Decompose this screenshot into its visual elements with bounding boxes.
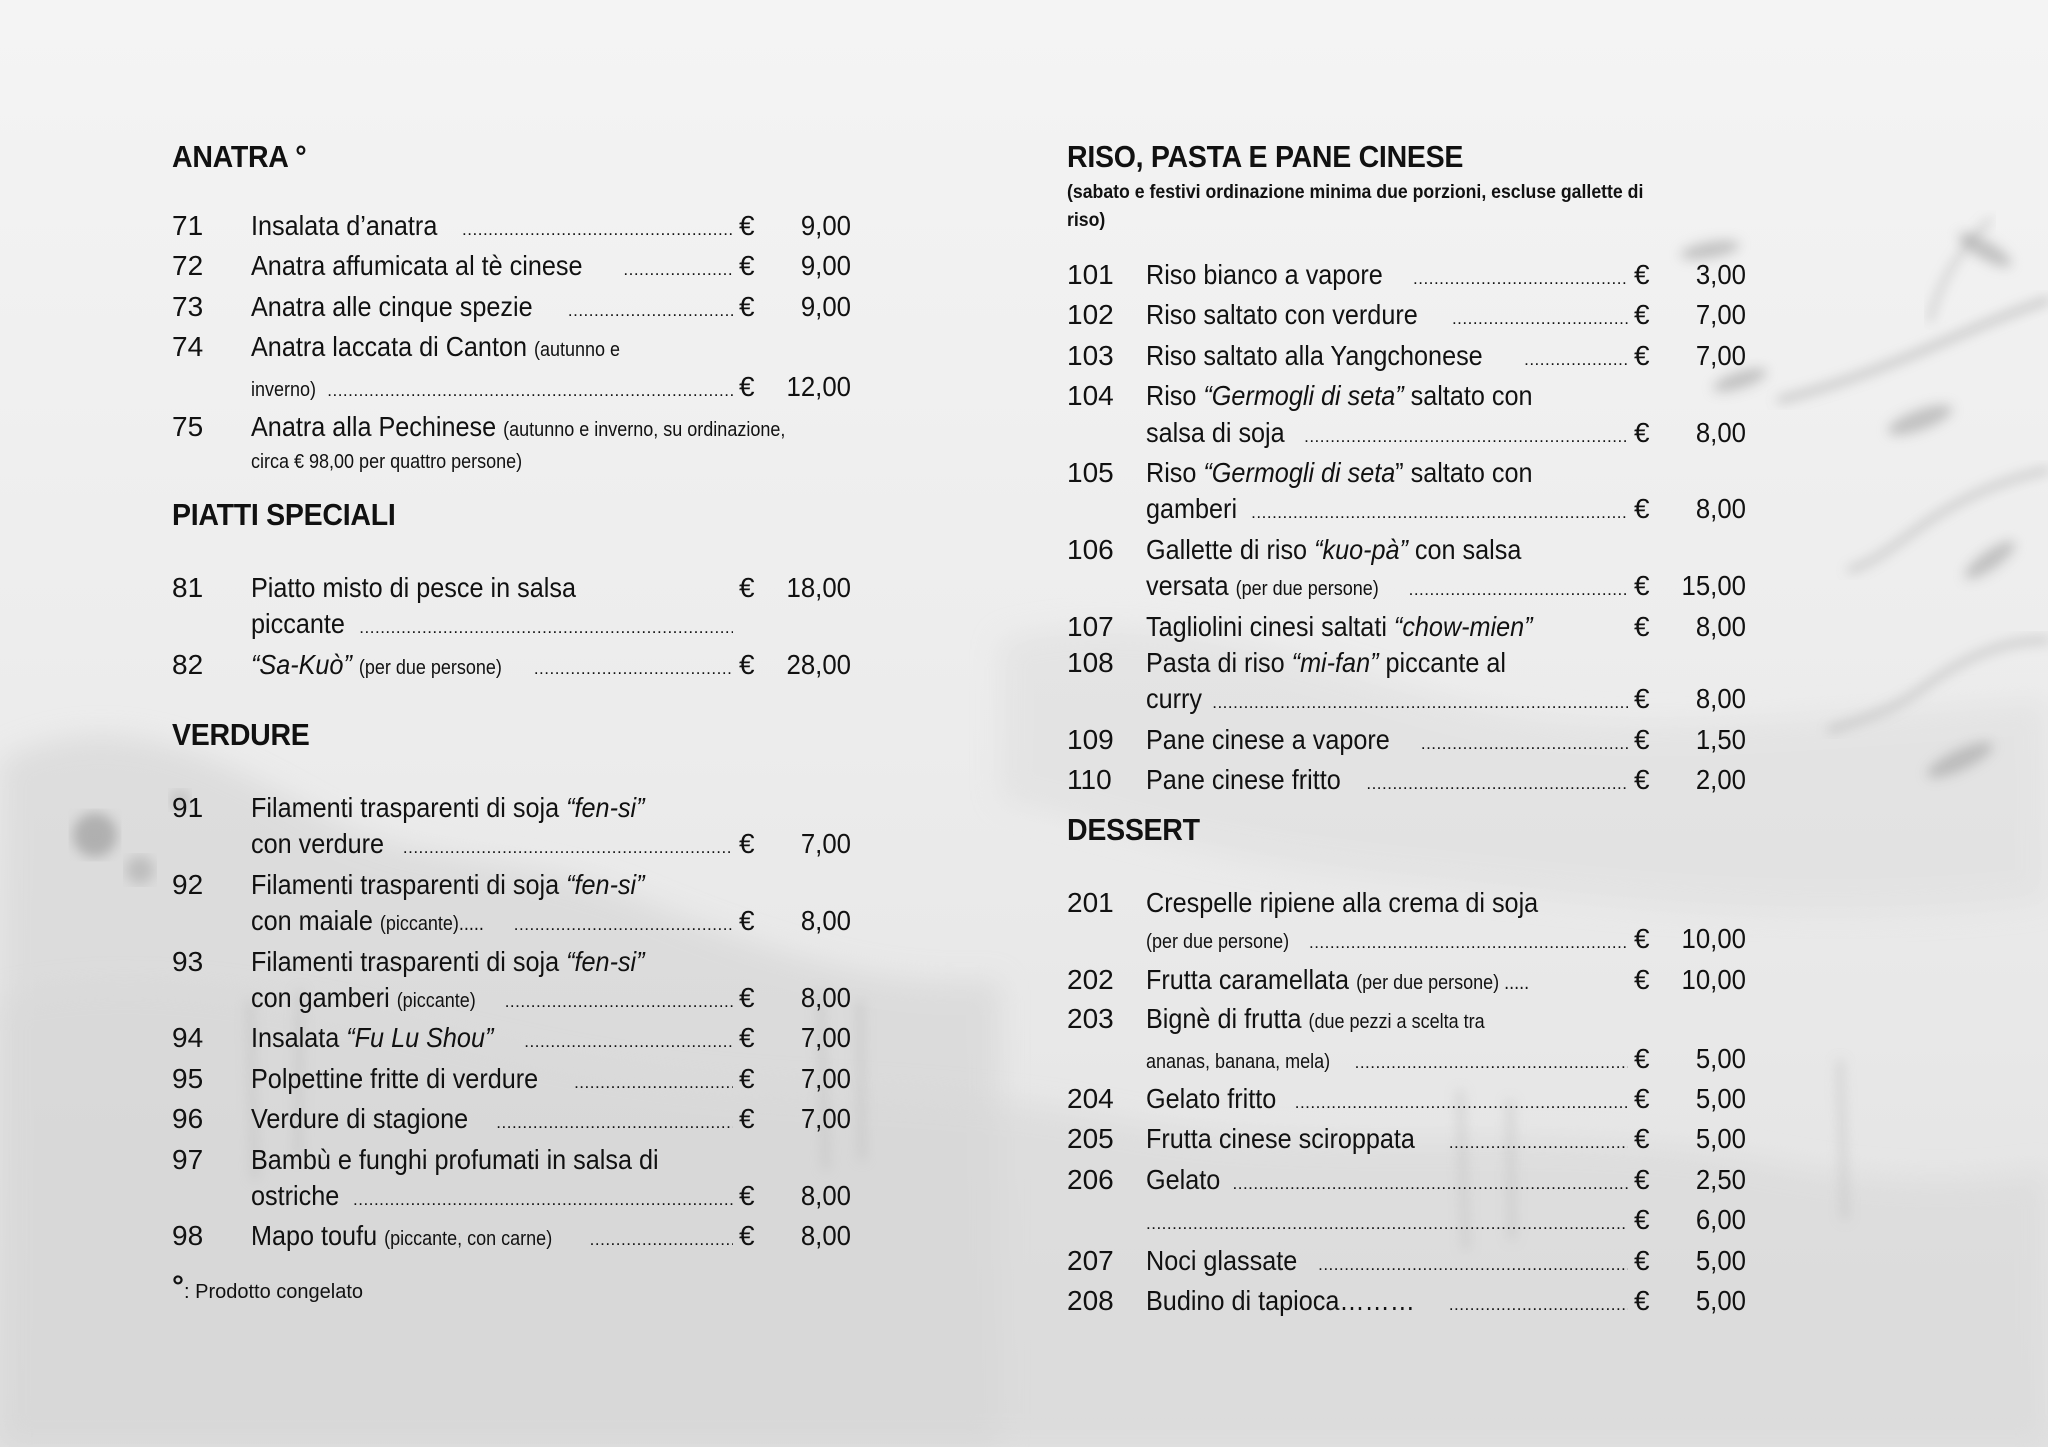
menu-item: [1067, 885, 1746, 962]
item-name: Riso: [1146, 457, 1197, 489]
item-price: 5,00: [1695, 1285, 1746, 1317]
item-number: 75: [172, 411, 204, 443]
item-number: 205: [1067, 1123, 1114, 1155]
currency-symbol: €: [1634, 416, 1650, 448]
menu-item: [1067, 338, 1746, 378]
item-number: 108: [1067, 647, 1114, 679]
section-heading: DESSERT: [1067, 812, 1200, 847]
item-name: Noci glassate: [1146, 1244, 1298, 1276]
item-price: 5,00: [1695, 1042, 1746, 1074]
leader-dots: [1524, 342, 1628, 378]
item-price: 8,00: [1695, 683, 1746, 715]
item-name: Piatto misto di pesce in salsa: [251, 572, 576, 603]
item-list: [172, 570, 851, 687]
menu-item: [172, 1020, 851, 1060]
item-name: Anatra affumicata al tè cinese: [251, 250, 583, 282]
item-number: 102: [1067, 299, 1114, 331]
item-name-italic: “fen-si”: [566, 868, 645, 900]
item-name: Riso saltato alla Yangchonese: [1146, 339, 1483, 371]
item-name: Riso saltato con verdure: [1146, 299, 1418, 331]
menu-item: [172, 790, 851, 867]
item-note: circa € 98,00 per quattro persone): [251, 451, 523, 474]
item-number: 96: [172, 1103, 204, 1135]
item-number: 97: [172, 1143, 204, 1175]
item-name: Verdure di stagione: [251, 1103, 469, 1135]
menu-item: [1067, 762, 1746, 802]
menu-item: [172, 409, 832, 476]
footnote-text: : Prodotto congelato: [184, 1281, 364, 1303]
item-note: (autunno e: [533, 339, 621, 362]
currency-symbol: €: [739, 1062, 755, 1094]
section-riso-pasta-pane: [1067, 139, 1746, 796]
item-name: salsa di soja: [1146, 416, 1285, 448]
item-price: 15,00: [1681, 570, 1746, 602]
leader-dots: [1318, 1247, 1628, 1283]
item-number: 208: [1067, 1285, 1114, 1317]
item-number: 204: [1067, 1083, 1114, 1115]
item-price: 9,00: [800, 290, 851, 322]
menu-item: [1067, 962, 1746, 1001]
item-price: 7,00: [1695, 299, 1746, 331]
item-price: 10,00: [1681, 923, 1746, 955]
item-name: Bambù e funghi profumati in salsa di: [251, 1143, 659, 1175]
menu-item: [1067, 455, 1746, 532]
currency-symbol: €: [739, 250, 755, 282]
leader-dots: [1366, 766, 1628, 802]
item-name: con maiale: [251, 905, 373, 937]
item-list: [172, 208, 851, 476]
item-name: versata: [1146, 570, 1229, 602]
item-list: [172, 790, 851, 1259]
item-note: (piccante, con carne): [384, 1228, 553, 1251]
currency-symbol: €: [1634, 339, 1650, 371]
item-number: 105: [1067, 457, 1114, 489]
currency-symbol: €: [1634, 299, 1650, 331]
item-number: 203: [1067, 1003, 1114, 1035]
item-number: 106: [1067, 533, 1114, 565]
item-note: (per due persone) .....: [1356, 971, 1530, 994]
currency-symbol: €: [739, 1180, 755, 1212]
leader-dots: [568, 293, 733, 329]
item-name: Crespelle ripiene alla crema di soja: [1146, 887, 1539, 918]
item-name: Insalata d’anatra: [251, 210, 438, 241]
item-name-italic: “chow-mien”: [1393, 610, 1533, 642]
leader-dots: [1212, 685, 1628, 721]
item-number: 82: [172, 648, 204, 680]
currency-symbol: €: [1634, 570, 1650, 602]
item-price: 8,00: [800, 1180, 851, 1212]
menu-item: [1067, 1001, 1746, 1081]
currency-symbol: €: [1634, 723, 1650, 755]
item-name: curry: [1146, 683, 1203, 715]
menu-item: [172, 1061, 851, 1101]
item-number: 107: [1067, 610, 1114, 642]
item-note: (per due persone): [1146, 931, 1290, 954]
item-name-italic: “fen-si”: [566, 945, 645, 977]
leader-dots: [327, 373, 733, 409]
item-name: Budino di tapioca………: [1146, 1285, 1415, 1317]
item-price: 7,00: [800, 828, 851, 860]
currency-symbol: €: [1634, 1163, 1650, 1195]
menu-item: [172, 248, 851, 288]
menu-item: [172, 1142, 851, 1219]
menu-item: [1067, 1081, 1746, 1121]
menu-item: [1067, 1283, 1746, 1323]
leader-dots: [403, 830, 733, 866]
menu-item: [172, 867, 851, 944]
item-number: 92: [172, 868, 204, 900]
currency-symbol: €: [1634, 683, 1650, 715]
leader-dots: [1251, 495, 1628, 531]
section-verdure: [172, 717, 851, 1252]
item-price: 3,00: [1695, 259, 1746, 290]
currency-symbol: €: [1634, 1083, 1650, 1115]
item-name: gamberi: [1146, 493, 1238, 525]
menu-item: [1067, 1243, 1746, 1283]
item-number: 94: [172, 1022, 204, 1054]
menu-item: [1067, 609, 1746, 645]
item-name: Anatra alle cinque spezie: [251, 290, 533, 322]
currency-symbol: €: [739, 572, 755, 603]
item-name-italic: “Fu Lu Shou”: [346, 1022, 494, 1054]
item-name: con gamberi: [251, 982, 390, 1014]
item-number: 73: [172, 290, 204, 322]
menu-item: [1067, 532, 1746, 609]
item-number: 202: [1067, 963, 1114, 995]
currency-symbol: €: [1634, 1042, 1650, 1074]
section-heading: RISO, PASTA E PANE CINESE: [1067, 139, 1464, 174]
leader-dots: [1295, 1085, 1628, 1121]
item-name: “Sa-Kuò”: [251, 648, 352, 680]
currency-symbol: €: [739, 648, 755, 680]
currency-symbol: €: [1634, 1204, 1650, 1236]
currency-symbol: €: [1634, 1285, 1650, 1317]
item-number: 74: [172, 331, 204, 363]
item-name-italic: “Germogli di seta”: [1203, 380, 1404, 412]
item-name: Riso: [1146, 380, 1197, 412]
item-price: 8,00: [800, 1220, 851, 1252]
leader-dots: [590, 1222, 733, 1258]
item-note: (autunno e inverno, su ordinazione,: [503, 419, 786, 442]
item-price: 7,00: [800, 1062, 851, 1094]
item-name: Pasta di riso: [1146, 647, 1285, 679]
item-number: 103: [1067, 339, 1114, 371]
menu-item: [1067, 297, 1746, 337]
item-name: Tagliolini cinesi saltati: [1146, 610, 1387, 642]
leader-dots: [574, 1065, 733, 1101]
item-price: 10,00: [1681, 963, 1746, 995]
item-name: Pane cinese a vapore: [1146, 723, 1390, 755]
currency-symbol: €: [1634, 764, 1650, 796]
item-number: 93: [172, 945, 204, 977]
item-name: ” saltato con: [1395, 457, 1533, 489]
item-note: (piccante): [396, 990, 476, 1013]
item-number: 95: [172, 1062, 204, 1094]
section-heading: VERDURE: [172, 717, 310, 752]
item-number: 71: [172, 210, 204, 241]
item-name-italic: “Germogli di seta: [1203, 457, 1396, 489]
leader-dots: [1304, 419, 1628, 455]
currency-symbol: €: [739, 1022, 755, 1054]
item-price: 9,00: [800, 210, 851, 241]
menu-item: [1067, 1162, 1746, 1243]
leader-dots: [1146, 1206, 1628, 1242]
menu-item: [1067, 378, 1746, 455]
item-name: saltato con: [1410, 380, 1533, 412]
item-price: 5,00: [1695, 1244, 1746, 1276]
item-price: 6,00: [1695, 1204, 1746, 1236]
item-name: Anatra laccata di Canton: [251, 331, 527, 363]
item-note: (piccante).....: [379, 913, 484, 936]
item-number: 98: [172, 1220, 204, 1252]
item-name: Frutta cinese sciroppata: [1146, 1123, 1415, 1155]
leader-dots: [623, 252, 733, 288]
leader-dots: [359, 610, 733, 646]
leader-dots: [1421, 726, 1628, 762]
item-number: 207: [1067, 1244, 1114, 1276]
item-name: Filamenti trasparenti di soja: [251, 868, 560, 900]
currency-symbol: €: [1634, 923, 1650, 955]
item-price: 9,00: [800, 250, 851, 282]
item-name: Gelato: [1146, 1163, 1221, 1195]
item-price: 8,00: [1695, 416, 1746, 448]
item-price: 8,00: [1695, 610, 1746, 642]
menu-item: [1067, 645, 1746, 722]
leader-dots: [1233, 1166, 1629, 1202]
item-price: 28,00: [786, 648, 851, 680]
leader-dots: [1355, 1045, 1628, 1081]
currency-symbol: €: [1634, 610, 1650, 642]
item-name: Filamenti trasparenti di soja: [251, 945, 560, 977]
footnote: [172, 1270, 363, 1304]
item-price: 8,00: [800, 982, 851, 1014]
item-price: 7,00: [1695, 339, 1746, 371]
currency-symbol: €: [739, 290, 755, 322]
section-heading: PIATTI SPECIALI: [172, 497, 396, 532]
menu-item: [1067, 722, 1746, 762]
leader-dots: [1309, 925, 1628, 961]
item-name-italic: “fen-si”: [566, 792, 645, 823]
item-name: con verdure: [251, 828, 385, 860]
item-number: 81: [172, 572, 204, 603]
item-name: Bignè di frutta: [1146, 1003, 1302, 1035]
menu-item: [172, 289, 851, 329]
leader-dots: [462, 212, 733, 248]
item-price: 5,00: [1695, 1083, 1746, 1115]
currency-symbol: €: [739, 210, 755, 241]
section-anatra: [172, 139, 851, 474]
item-number: 72: [172, 250, 204, 282]
item-name: Polpettine fritte di verdure: [251, 1062, 539, 1094]
item-number: 109: [1067, 723, 1114, 755]
item-number: 101: [1067, 259, 1114, 290]
item-name: Frutta caramellata: [1146, 963, 1350, 995]
currency-symbol: €: [1634, 259, 1650, 290]
currency-symbol: €: [1634, 1244, 1650, 1276]
item-number: 104: [1067, 380, 1114, 412]
currency-symbol: €: [739, 982, 755, 1014]
section-heading: ANATRA °: [172, 139, 307, 174]
item-name: Riso bianco a vapore: [1146, 259, 1383, 290]
leader-dots: [524, 1024, 733, 1060]
leader-dots: [1452, 301, 1628, 337]
leader-dots: [496, 1105, 733, 1141]
currency-symbol: €: [739, 1103, 755, 1135]
currency-symbol: €: [1634, 1123, 1650, 1155]
item-name: con salsa: [1414, 533, 1522, 565]
item-name: Gallette di riso: [1146, 533, 1308, 565]
item-price: 7,00: [800, 1103, 851, 1135]
item-number: 206: [1067, 1163, 1114, 1195]
item-name: Pane cinese fritto: [1146, 764, 1341, 796]
item-name: piccante: [251, 608, 345, 640]
item-price: 8,00: [1695, 493, 1746, 525]
item-price: 2,00: [1695, 764, 1746, 796]
currency-symbol: €: [739, 1220, 755, 1252]
item-name: Filamenti trasparenti di soja: [251, 792, 560, 823]
menu-item: [172, 570, 851, 647]
item-name: ostriche: [251, 1180, 340, 1212]
section-piatti-speciali: [172, 497, 851, 680]
footnote-symbol: °: [172, 1270, 184, 1303]
item-price: 7,00: [800, 1022, 851, 1054]
section-dessert: [1067, 812, 1746, 1317]
item-note: inverno): [251, 378, 317, 401]
currency-symbol: €: [739, 828, 755, 860]
item-name: Gelato fritto: [1146, 1083, 1277, 1115]
leader-dots: [353, 1182, 733, 1218]
item-name: Mapo toufu: [251, 1220, 378, 1252]
currency-symbol: €: [739, 370, 755, 402]
item-note: (due pezzi a scelta tra: [1308, 1011, 1485, 1034]
leader-dots: [514, 907, 733, 943]
currency-symbol: €: [1634, 963, 1650, 995]
leader-dots: [1409, 572, 1628, 608]
item-number: 110: [1067, 764, 1112, 796]
item-note: ananas, banana, mela): [1146, 1050, 1331, 1073]
item-list: [1067, 257, 1746, 803]
menu-item: [172, 1101, 851, 1141]
item-name-italic: “mi-fan”: [1291, 647, 1379, 679]
leader-dots: [1449, 1125, 1628, 1161]
leader-dots: [1413, 261, 1628, 297]
menu-item: [172, 1218, 851, 1258]
menu-item: [1067, 257, 1746, 297]
leader-dots: [534, 651, 733, 687]
item-name-italic: “kuo-pà”: [1314, 533, 1408, 565]
item-price: 2,50: [1695, 1163, 1746, 1195]
leader-dots: [1449, 1287, 1628, 1323]
item-price: 1,50: [1695, 723, 1746, 755]
currency-symbol: €: [1634, 493, 1650, 525]
leader-dots: [505, 984, 733, 1020]
menu-item: [172, 208, 851, 248]
item-name: piccante al: [1385, 647, 1506, 679]
item-price: 5,00: [1695, 1123, 1746, 1155]
menu-item: [172, 647, 851, 687]
currency-symbol: €: [739, 905, 755, 937]
item-price: 18,00: [786, 572, 851, 603]
item-list: [1067, 885, 1746, 1323]
item-number: 201: [1067, 887, 1114, 918]
menu-item: [172, 329, 851, 409]
item-note: (per due persone): [358, 656, 502, 679]
item-price: 12,00: [786, 370, 851, 402]
menu-item: [1067, 1121, 1746, 1161]
item-note: (per due persone): [1235, 578, 1379, 601]
item-name: Insalata: [251, 1022, 340, 1054]
item-number: 91: [172, 792, 204, 823]
menu-item: [172, 944, 851, 1021]
item-name: Anatra alla Pechinese: [251, 411, 497, 443]
item-price: 8,00: [800, 905, 851, 937]
section-note: (sabato e festivi ordinazione minima due porzioni, escluse gallette di riso): [1067, 182, 1644, 231]
